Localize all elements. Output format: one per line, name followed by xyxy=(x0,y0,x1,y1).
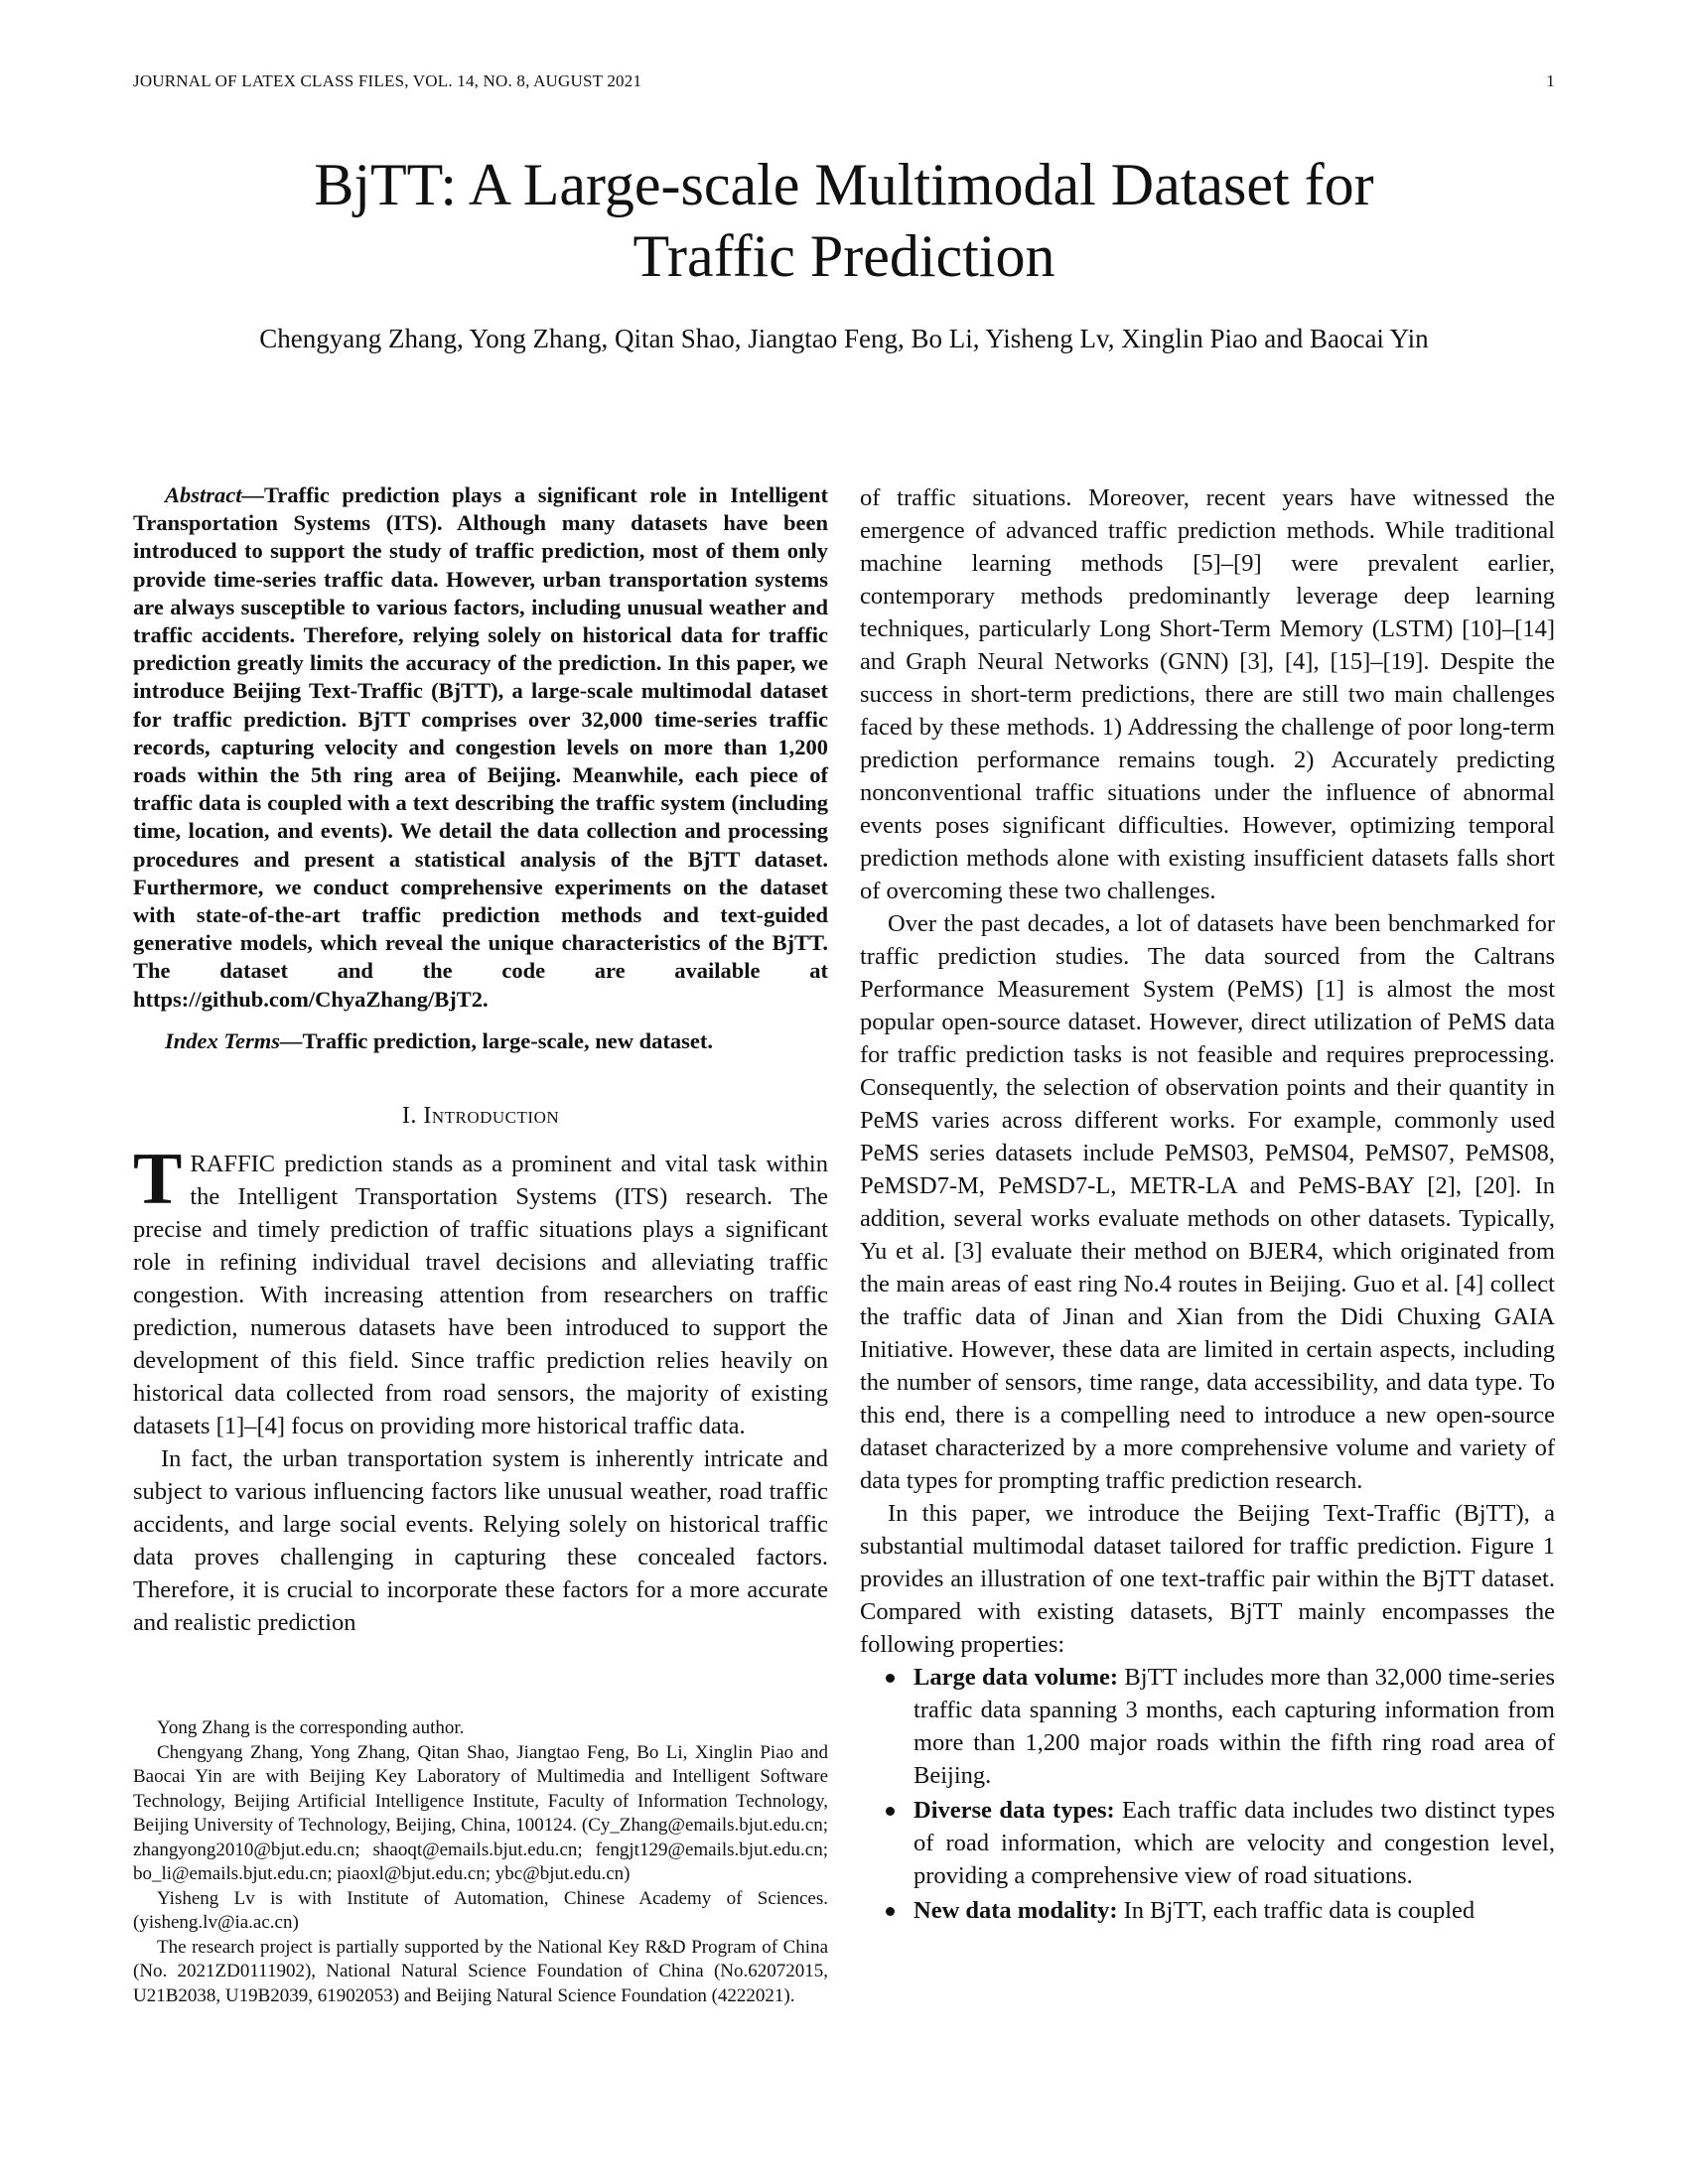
footnote-affiliation: Chengyang Zhang, Yong Zhang, Qitan Shao, Jiangtao Feng, Bo Li, Xinglin Piao and Baocai Yin are with Beijing Key Laboratory of Multimedia and Intelligent Software Technology, Beijing Artificial Intelligence Institute, Faculty of Information Technology, Beijing University of Technology, Beijing, China, 100124. (Cy_Zhang@emails.bjut.edu.cn; zhangyong2010@bjut.edu.cn; shaoqt@emails.bjut.edu.cn; fengjt129@emails.bjut.edu.cn; bo_li@emails.bjut.edu.cn; piaoxl@bjut.edu.cn; ybc@bjut.edu.cn) xyxy=(133,1741,828,1884)
list-item xyxy=(860,1894,1555,1927)
right-column xyxy=(860,481,1555,1929)
index-terms xyxy=(133,1027,828,1055)
intro-paragraph-2-continued: of traffic situations. Moreover, recent years have witnessed the emergence of advanced traffic prediction methods. While traditional machine learning methods [5]–[9] were prevalent earlier, contemporary methods predominantly leverage deep learning techniques, particularly Long Short-Term Memory (LSTM) [10]–[14] and Graph Neural Networks (GNN) [3], [4], [15]–[19]. Despite the success in short-term predictions, there are still two main challenges faced by these methods. 1) Addressing the challenge of poor long-term prediction performance remains tough. 2) Accurately predicting nonconventional traffic situations under the influence of abnormal events poses significant difficulties. However, optimizing temporal prediction methods alone with existing insufficient datasets falls short of overcoming these two challenges. xyxy=(860,484,1555,904)
section-number: I. xyxy=(401,1103,424,1130)
abstract xyxy=(133,481,828,1014)
list-item xyxy=(860,1661,1555,1792)
left-column xyxy=(133,481,828,1639)
section-heading xyxy=(133,1103,828,1130)
list-item xyxy=(860,1794,1555,1892)
footnote-lv: Yisheng Lv is with Institute of Automation, Chinese Academy of Sciences. (yisheng.lv@ia.ac.cn) xyxy=(133,1887,828,1933)
abstract-label: Abstract— xyxy=(165,482,265,507)
author-list: Chengyang Zhang, Yong Zhang, Qitan Shao, Jiangtao Feng, Bo Li, Yisheng Lv, Xinglin Piao and Baocai Yin xyxy=(259,324,1429,353)
bullet-icon xyxy=(886,1907,895,1916)
bullet-label: Large data volume: xyxy=(914,1664,1119,1691)
bullet-text: BjTT includes more than 32,000 time-series traffic data spanning 3 months, each capturing information from more than 1,200 major roads within the fifth ring road area of Beijing. xyxy=(914,1664,1556,1789)
page-number: 1 xyxy=(1546,71,1555,90)
intro-p1-text: RAFFIC prediction stands as a prominent and vital task within the Intelligent Transportation Systems (ITS) research. The precise and timely prediction of traffic situations plays a significant role in refining individual travel decisions and alleviating traffic congestion. With increasing attention from researchers on traffic prediction, numerous datasets have been introduced to support the development of this field. Since traffic prediction relies heavily on historical data collected from road sensors, the majority of existing datasets [1]–[4] focus on providing more historical traffic data. xyxy=(133,1151,828,1440)
index-terms-text: Traffic prediction, large-scale, new dataset. xyxy=(302,1027,714,1053)
journal-name: JOURNAL OF LATEX CLASS FILES, VOL. 14, NO. 8, AUGUST 2021 xyxy=(133,71,642,90)
bullet-label: New data modality: xyxy=(914,1897,1118,1924)
index-terms-label: Index Terms— xyxy=(165,1027,303,1053)
bullet-text: In BjTT, each traffic data is coupled xyxy=(1117,1897,1476,1924)
title-line-2: Traffic Prediction xyxy=(633,223,1055,289)
drop-cap: T xyxy=(133,1139,183,1221)
bullet-text: Each traffic data includes two distinct types of road information, which are velocity and congestion level, providing a comprehensive view of road situations. xyxy=(914,1797,1555,1889)
intro-paragraph-4: In this paper, we introduce the Beijing Text-Traffic (BjTT), a substantial multimodal dataset tailored for traffic prediction. Figure 1 provides an illustration of one text-traffic pair within the BjTT dataset. Compared with existing datasets, BjTT mainly encompasses the following properties: xyxy=(860,1500,1555,1658)
bullet-icon xyxy=(886,1674,895,1683)
paper-title xyxy=(133,149,1555,292)
section-title: Introduction xyxy=(423,1103,560,1130)
running-head xyxy=(133,71,1555,91)
intro-paragraph-2: In fact, the urban transportation system is inherently intricate and subject to various influencing factors like unusual weather, road traffic accidents, and large social events. Relying solely on historical traffic data proves challenging in capturing these concealed factors. Therefore, it is crucial to incorporate these factors for a more accurate and realistic prediction xyxy=(133,1445,828,1637)
bullet-icon xyxy=(886,1807,895,1816)
properties-list xyxy=(860,1661,1555,1927)
abstract-text: Traffic prediction plays a significant role in Intelligent Transportation Systems (ITS). Although many datasets have been introduced to support the study of traffic prediction, most of them only provide time-series traffic data. However, urban transportation systems are always susceptible to various factors, including unusual weather and traffic accidents. Therefore, relying solely on historical data for traffic prediction greatly limits the accuracy of the prediction. In this paper, we introduce Beijing Text-Traffic (BjTT), a large-scale multimodal dataset for traffic prediction. BjTT comprises over 32,000 time-series traffic records, capturing velocity and congestion levels on more than 1,200 roads within the 5th ring area of Beijing. Meanwhile, each piece of traffic data is coupled with a text describing the traffic system (including time, location, and events). We detail the data collection and processing procedures and present a statistical analysis of the BjTT dataset. Furthermore, we conduct comprehensive experiments on the dataset with state-of-the-art traffic prediction methods and text-guided generative models, which reveal the unique characteristics of the BjTT. The dataset and the code are available at https://github.com/ChyaZhang/BjT2. xyxy=(133,482,828,1012)
footnote-funding: The research project is partially supported by the National Key R&D Program of China (No. 2021ZD0111902), National Natural Science Foundation of China (No.62072015, U21B2038, U19B2039, 61902053) and Beijing Natural Science Foundation (4222021). xyxy=(133,1936,828,2006)
intro-paragraph-3: Over the past decades, a lot of datasets have been benchmarked for traffic prediction studies. The data sourced from the Caltrans Performance Measurement System (PeMS) [1] is almost the most popular open-source dataset. However, direct utilization of PeMS data for traffic prediction tasks is not feasible and requires preprocessing. Consequently, the selection of observation points and their quantity in PeMS varies across different works. For example, commonly used PeMS series datasets include PeMS03, PeMS04, PeMS07, PeMS08, PeMSD7-M, PeMSD7-L, METR-LA and PeMS-BAY [2], [20]. In addition, several works evaluate methods on other datasets. Typically, Yu et al. [3] evaluate their method on BJER4, which originated from the main areas of east ring No.4 routes in Beijing. Guo et al. [4] collect the traffic data of Jinan and Xian from the Didi Chuxing GAIA Initiative. However, these data are limited in certain aspects, including the number of sensors, time range, data accessibility, and data type. To this end, there is a compelling need to introduce a new open-source dataset characterized by a more comprehensive volume and variety of data types for prompting traffic prediction research. xyxy=(860,910,1555,1494)
footnotes xyxy=(133,1716,828,2008)
bullet-label: Diverse data types: xyxy=(914,1797,1115,1824)
title-line-1: BjTT: A Large-scale Multimodal Dataset for xyxy=(314,152,1374,217)
intro-paragraph-1 xyxy=(133,1139,828,1442)
footnote-corresponding: Yong Zhang is the corresponding author. xyxy=(157,1717,465,1738)
